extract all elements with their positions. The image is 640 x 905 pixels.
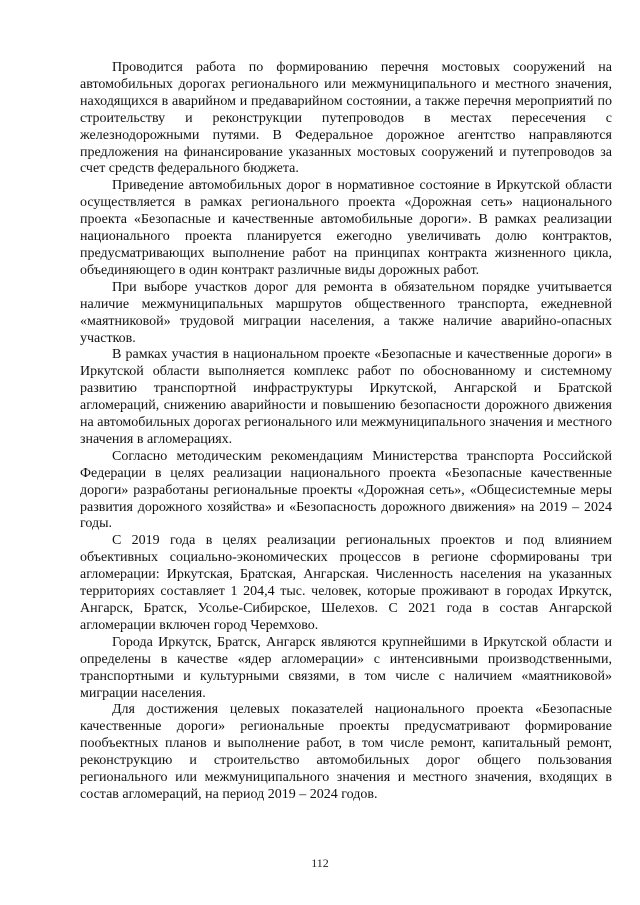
paragraph-bridges: Проводится работа по формированию перечня мостовых сооружений на автомобильных дорогах регионального или межмуниципального и местного значения, находящихся в аварийном и предаварийном состоянии, а также перечня мероприятий по строительству и реконструкции путепроводов в местах пересечения с железнодорожными путями. В Федеральное дорожное агентство направляются предложения на финансирование указанных мостовых сооружений и путепроводов за счет средств федерального бюджета. xyxy=(80,60,612,177)
paragraph-regional-projects: Согласно методическим рекомендациям Министерства транспорта Российской Федерации в целях реализации национального проекта «Безопасные качественные дороги» разработаны региональные проекты «Дорожная сеть», «Общесистемные меры развития дорожного хозяйства» и «Безопасность дорожного движения» на 2019 – 2024 годы. xyxy=(80,448,612,532)
document-page xyxy=(80,60,612,804)
paragraph-repair-selection: При выборе участков дорог для ремонта в обязательном порядке учитывается наличие межмуниципальных маршрутов общественного транспорта, ежедневной «маятниковой» трудовой миграции населения, а также наличие аварийно-опасных участков. xyxy=(80,279,612,346)
paragraph-national-project: В рамках участия в национальном проекте «Безопасные и качественные дороги» в Иркутской области выполняется комплекс работ по обоснованному и системному развитию транспортной инфраструктуры Иркутской, Ангарской и Братской агломераций, снижению аварийности и повышению безопасности дорожного движения на автомобильных дорогах регионального или межмуниципального значения и местного значения в агломерациях. xyxy=(80,347,612,447)
paragraph-targets: Для достижения целевых показателей национального проекта «Безопасные качественные дороги» региональные проекты предусматривают формирование пообъектных планов и выполнение работ, в том числе ремонт, капитальный ремонт, реконструкцию и строительство автомобильных дорог общего пользования регионального или межмуниципального значения и местного значения, входящих в состав агломераций, на период 2019 – 2024 годов. xyxy=(80,702,612,802)
page-number: 112 xyxy=(311,856,329,870)
paragraph-road-network: Приведение автомобильных дорог в нормативное состояние в Иркутской области осуществляется в рамках регионального проекта «Дорожная сеть» национального проекта «Безопасные и качественные автомобильные дороги». В рамках реализации национального проекта планируется ежегодно увеличивать долю контрактов, предусматривающих выполнение работ на принципах контракта жизненного цикла, объединяющего в один контракт различные виды дорожных работ. xyxy=(80,178,612,278)
paragraph-core-cities: Города Иркутск, Братск, Ангарск являются крупнейшими в Иркутской области и определены в качестве «ядер агломерации» с интенсивными производственными, транспортными и культурными связями, в том числе с наличием «маятниковой» миграции населения. xyxy=(80,634,612,701)
paragraph-agglomerations: С 2019 года в целях реализации региональных проектов и под влиянием объективных социально-экономических процессов в регионе сформированы три агломерации: Иркутская, Братская, Ангарская. Численность населения на указанных территориях составляет 1 204,4 тыс. человек, которые проживают в городах Иркутск, Ангарск, Братск, Усолье-Сибирское, Шелехов. С 2021 года в состав Ангарской агломерации включен город Черемхово. xyxy=(80,533,612,633)
